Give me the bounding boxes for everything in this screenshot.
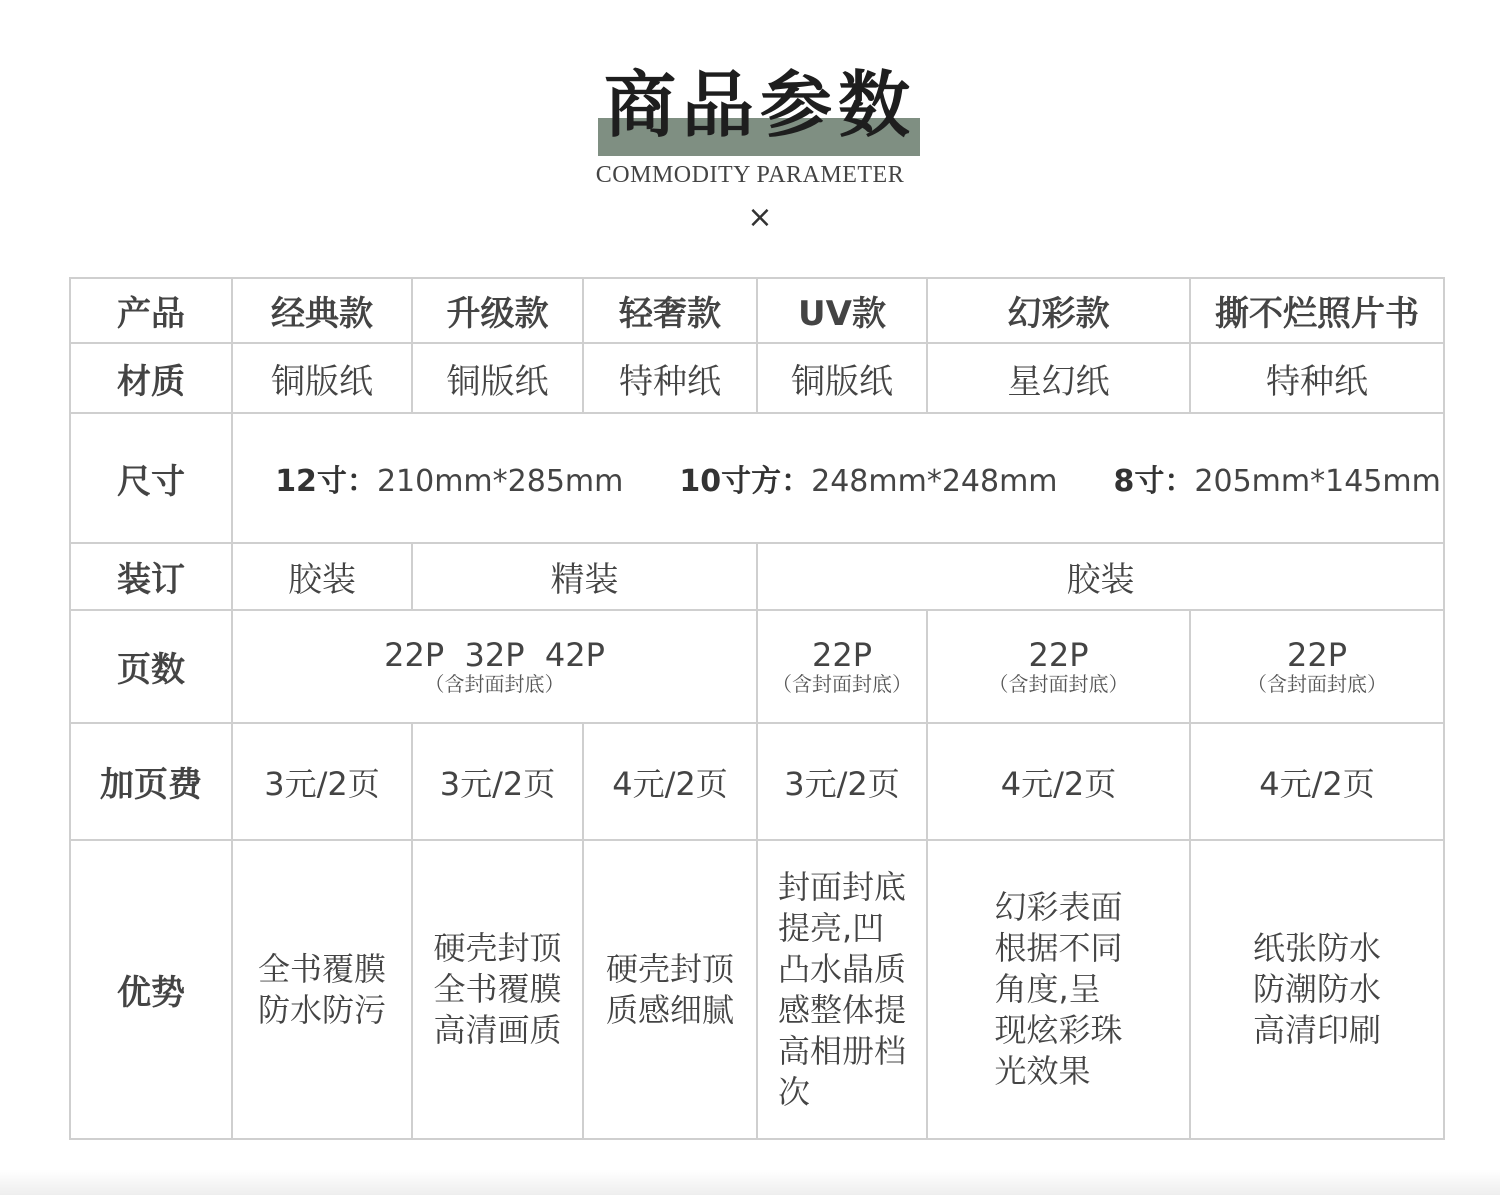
row-label-advantage: 优势	[70, 840, 232, 1139]
advantage-text: 封面封底 提亮,凹 凸水晶质 感整体提 高相册档 次	[778, 867, 907, 1111]
parameter-table	[69, 277, 1445, 1140]
row-label-binding: 装订	[70, 543, 232, 610]
pages-count: 22P	[812, 635, 873, 674]
fee-cell: 3元/2页	[412, 723, 583, 840]
size-option-dims: 210mm*285mm	[376, 464, 624, 499]
size-option-name: 10寸方：	[679, 464, 812, 499]
size-option-dims: 248mm*248mm	[811, 464, 1058, 499]
advantage-cell	[1190, 840, 1444, 1139]
header	[0, 0, 1500, 250]
advantage-cell	[232, 840, 412, 1139]
size-options	[232, 413, 1444, 543]
product-light-luxury: 轻奢款	[583, 278, 757, 343]
row-label-material: 材质	[70, 343, 232, 413]
bottom-fade	[0, 1170, 1500, 1195]
fee-cell: 4元/2页	[583, 723, 757, 840]
product-iridescent: 幻彩款	[927, 278, 1190, 343]
row-label-extra-fee: 加页费	[70, 723, 232, 840]
advantage-text: 全书覆膜 防水防污	[257, 949, 386, 1029]
advantage-cell	[412, 840, 583, 1139]
binding-cell: 胶装	[232, 543, 412, 610]
table-row-product	[70, 278, 1444, 343]
table-row-binding	[70, 543, 1444, 610]
pages-note: （含封面封底）	[424, 671, 565, 696]
size-option-name: 8寸：	[1113, 464, 1195, 499]
advantage-text: 硬壳封顶 质感细腻	[605, 949, 734, 1029]
table-row-pages	[70, 610, 1444, 723]
product-classic: 经典款	[232, 278, 412, 343]
table-row-size	[70, 413, 1444, 543]
pages-note: （含封面封底）	[772, 671, 912, 696]
pages-note: （含封面封底）	[1247, 671, 1388, 696]
table-row-material	[70, 343, 1444, 413]
binding-cell: 精装	[412, 543, 757, 610]
material-cell: 特种纸	[1190, 343, 1444, 413]
table-row-advantage	[70, 840, 1444, 1139]
material-cell: 铜版纸	[757, 343, 927, 413]
product-uv: UV款	[757, 278, 927, 343]
pages-count: 22P 32P 42P	[384, 635, 605, 674]
material-cell: 特种纸	[583, 343, 757, 413]
pages-count: 22P	[1028, 635, 1089, 674]
fee-cell: 3元/2页	[232, 723, 412, 840]
product-upgrade: 升级款	[412, 278, 583, 343]
material-cell: 星幻纸	[927, 343, 1190, 413]
material-cell: 铜版纸	[232, 343, 412, 413]
pages-cell	[927, 610, 1190, 723]
advantage-cell	[927, 840, 1190, 1139]
advantage-text: 幻彩表面 根据不同 角度,呈 现炫彩珠 光效果	[994, 888, 1123, 1090]
pages-note: （含封面封底）	[988, 671, 1129, 696]
advantage-cell	[583, 840, 757, 1139]
advantage-text: 纸张防水 防潮防水 高清印刷	[1253, 929, 1382, 1049]
binding-cell: 胶装	[757, 543, 1444, 610]
pages-cell	[757, 610, 927, 723]
pages-cell	[232, 610, 757, 723]
row-label-size: 尺寸	[70, 413, 232, 543]
pages-count: 22P	[1287, 635, 1348, 674]
material-cell: 铜版纸	[412, 343, 583, 413]
size-option-dims: 205mm*145mm	[1194, 464, 1441, 499]
pages-cell	[1190, 610, 1444, 723]
fee-cell: 4元/2页	[927, 723, 1190, 840]
fee-cell: 3元/2页	[757, 723, 927, 840]
row-label-product: 产品	[70, 278, 232, 343]
fee-cell: 4元/2页	[1190, 723, 1444, 840]
row-label-pages: 页数	[70, 610, 232, 723]
advantage-text: 硬壳封顶 全书覆膜 高清画质	[433, 929, 562, 1049]
advantage-cell	[757, 840, 927, 1139]
size-option-name: 12寸：	[275, 464, 377, 499]
table-row-extra-fee	[70, 723, 1444, 840]
page-title: 商品参数	[603, 62, 916, 147]
page-subtitle: COMMODITY PARAMETER	[595, 162, 905, 188]
close-icon[interactable]: ×	[747, 200, 773, 235]
product-tearproof: 撕不烂照片书	[1190, 278, 1444, 343]
